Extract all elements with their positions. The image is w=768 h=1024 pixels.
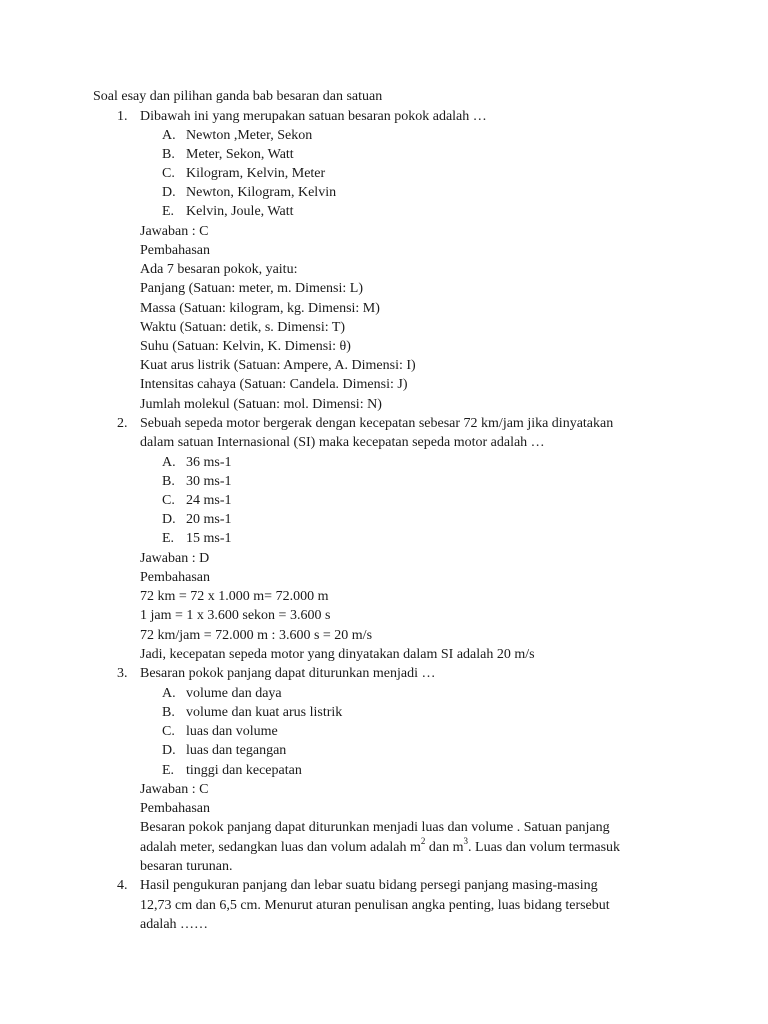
question-text: Hasil pengukuran panjang dan lebar suatu bidang persegi panjang masing-masing <box>140 878 598 893</box>
option-text: Kelvin, Joule, Watt <box>186 204 294 219</box>
option-text: Newton, Kilogram, Kelvin <box>186 185 337 200</box>
option-text: tinggi dan kecepatan <box>186 763 302 778</box>
option-letter: C. <box>162 724 175 739</box>
option-text: volume dan daya <box>186 686 282 701</box>
option-text: Kilogram, Kelvin, Meter <box>186 166 326 181</box>
option-text: Newton ,Meter, Sekon <box>186 128 313 143</box>
document-title: Soal esay dan pilihan ganda bab besaran dan satuan <box>93 89 383 104</box>
option-text: luas dan volume <box>186 724 278 739</box>
option-text: luas dan tegangan <box>186 743 287 758</box>
explanation-title: Pembahasan <box>140 801 210 816</box>
explanation-line: Suhu (Satuan: Kelvin, K. Dimensi: θ) <box>140 339 351 354</box>
option-letter: D. <box>162 185 176 200</box>
option-letter: A. <box>162 455 176 470</box>
option-letter: E. <box>162 763 175 778</box>
explanation-line: Waktu (Satuan: detik, s. Dimensi: T) <box>140 320 346 335</box>
explanation-line: Jumlah molekul (Satuan: mol. Dimensi: N) <box>140 397 382 412</box>
explanation-line: 1 jam = 1 x 3.600 sekon = 3.600 s <box>140 608 331 623</box>
explanation-title: Pembahasan <box>140 570 210 585</box>
option-letter: D. <box>162 743 176 758</box>
explanation-fragment: dan m <box>425 840 464 855</box>
answer-text: Jawaban : C <box>140 224 209 239</box>
explanation-line: Besaran pokok panjang dapat diturunkan menjadi luas dan volume . Satuan panjang <box>140 820 610 835</box>
superscript-3: 3 <box>463 836 469 847</box>
explanation-line: Intensitas cahaya (Satuan: Candela. Dimensi: J) <box>140 377 408 392</box>
option-letter: A. <box>162 128 176 143</box>
explanation-line: Massa (Satuan: kilogram, kg. Dimensi: M) <box>140 301 380 316</box>
option-letter: C. <box>162 166 175 181</box>
answer-text: Jawaban : C <box>140 782 209 797</box>
superscript-2: 2 <box>420 836 426 847</box>
explanation-fragment: . Luas dan volum termasuk <box>468 840 621 855</box>
question-text: adalah …… <box>140 917 209 932</box>
option-letter: D. <box>162 512 176 527</box>
option-text: volume dan kuat arus listrik <box>186 705 343 720</box>
question-text: Besaran pokok panjang dapat diturunkan menjadi … <box>140 666 436 681</box>
explanation-line: 72 km/jam = 72.000 m : 3.600 s = 20 m/s <box>140 628 373 643</box>
question-number: 2. <box>117 416 128 431</box>
explanation-line: Kuat arus listrik (Satuan: Ampere, A. Dimensi: I) <box>140 358 416 373</box>
option-letter: A. <box>162 686 176 701</box>
explanation-line: 72 km = 72 x 1.000 m= 72.000 m <box>140 589 329 604</box>
explanation-line: Panjang (Satuan: meter, m. Dimensi: L) <box>140 281 364 296</box>
option-text: 36 ms-1 <box>186 455 232 470</box>
explanation-line: Ada 7 besaran pokok, yaitu: <box>140 262 298 277</box>
question-text: dalam satuan Internasional (SI) maka kecepatan sepeda motor adalah … <box>140 435 545 450</box>
option-text: 15 ms-1 <box>186 531 232 546</box>
explanation-fragment: adalah meter, sedangkan luas dan volum adalah m <box>140 840 421 855</box>
question-text: 12,73 cm dan 6,5 cm. Menurut aturan penulisan angka penting, luas bidang tersebut <box>140 898 610 913</box>
option-text: 30 ms-1 <box>186 474 232 489</box>
question-number: 1. <box>117 109 128 124</box>
option-letter: E. <box>162 204 175 219</box>
option-text: 24 ms-1 <box>186 493 232 508</box>
answer-text: Jawaban : D <box>140 551 210 566</box>
question-text: Dibawah ini yang merupakan satuan besaran pokok adalah … <box>140 109 487 124</box>
question-text: Sebuah sepeda motor bergerak dengan kecepatan sebesar 72 km/jam jika dinyatakan <box>140 416 614 431</box>
explanation-line: besaran turunan. <box>140 859 233 874</box>
option-letter: B. <box>162 705 175 720</box>
option-letter: B. <box>162 147 175 162</box>
option-letter: E. <box>162 531 175 546</box>
question-number: 3. <box>117 666 128 681</box>
explanation-line: Jadi, kecepatan sepeda motor yang dinyatakan dalam SI adalah 20 m/s <box>140 647 535 662</box>
explanation-title: Pembahasan <box>140 243 210 258</box>
option-text: 20 ms-1 <box>186 512 232 527</box>
question-number: 4. <box>117 878 128 893</box>
option-letter: B. <box>162 474 175 489</box>
option-letter: C. <box>162 493 175 508</box>
option-text: Meter, Sekon, Watt <box>186 147 294 162</box>
explanation-line <box>140 838 620 857</box>
